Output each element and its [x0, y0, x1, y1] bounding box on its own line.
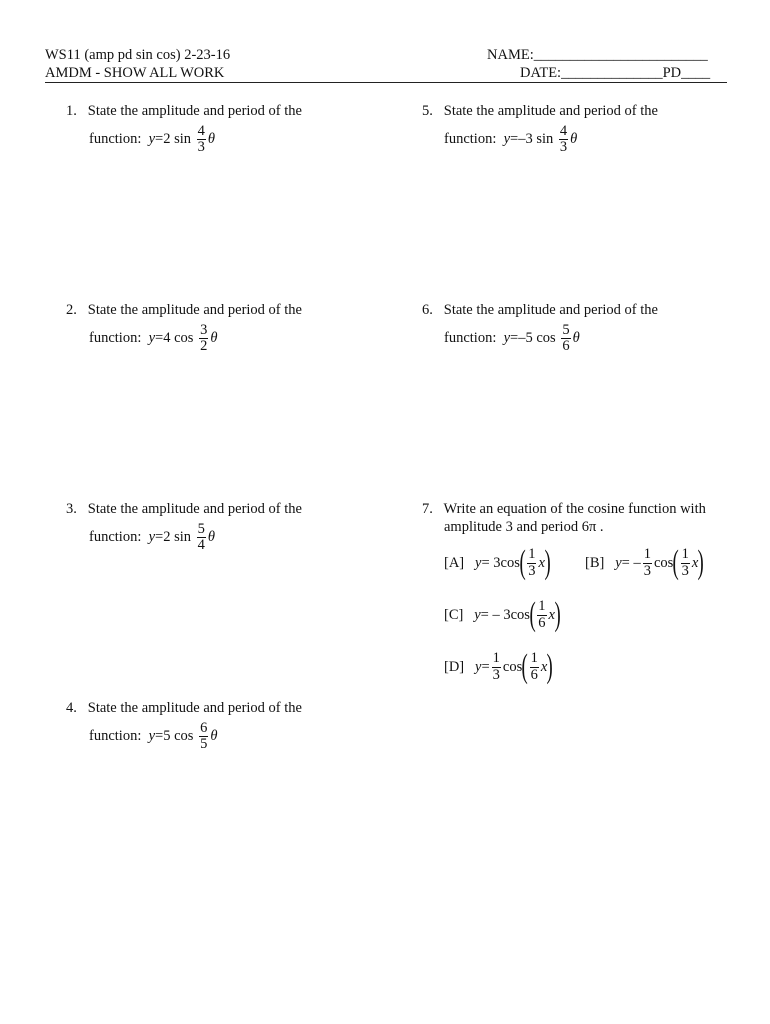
- x-variable: x: [540, 658, 548, 675]
- trig-function: cos: [653, 554, 674, 571]
- choice-a[interactable]: [444, 546, 550, 580]
- fraction-numerator: 1: [681, 546, 689, 563]
- problem-5-text: [422, 103, 658, 120]
- function-label: function:: [89, 131, 142, 148]
- theta-variable: θ: [570, 131, 578, 148]
- left-paren: (: [672, 544, 680, 581]
- fraction-numerator: 6: [200, 720, 208, 736]
- outer-fraction: [492, 651, 501, 682]
- problem-number: 1.: [66, 103, 77, 119]
- x-variable: x: [548, 606, 555, 623]
- equation-lhs: y: [148, 131, 156, 148]
- function-label: function:: [89, 728, 142, 745]
- left-paren: (: [519, 544, 526, 581]
- theta-variable: θ: [210, 330, 218, 347]
- problem-number: 7.: [422, 501, 433, 517]
- coefficient: 2: [163, 529, 171, 546]
- fraction-denominator: 4: [197, 537, 205, 554]
- equation-lhs: y: [148, 330, 156, 347]
- fraction: [559, 124, 568, 155]
- problem-statement: State the amplitude and period of the: [443, 302, 658, 318]
- problem-number: 5.: [422, 103, 433, 119]
- problem-statement: State the amplitude and period of the: [87, 501, 302, 517]
- equals-sign: =: [155, 728, 164, 745]
- equation-lhs: y: [148, 728, 156, 745]
- name-line: NAME:________________________: [487, 47, 708, 63]
- function-label: function:: [89, 330, 142, 347]
- problem-3-text: [66, 501, 302, 518]
- trig-function: sin: [536, 131, 554, 148]
- fraction-denominator: 3: [197, 139, 205, 156]
- date-line: DATE:______________PD____: [520, 65, 711, 81]
- problem-statement: State the amplitude and period of the: [87, 700, 302, 716]
- coefficient: 5: [163, 728, 171, 745]
- fraction: [561, 323, 570, 354]
- coefficient: –3: [518, 131, 533, 148]
- fraction-numerator: 1: [530, 650, 538, 667]
- fraction-denominator: 5: [200, 736, 208, 753]
- equals-sign: =: [155, 529, 164, 546]
- problem-statement: State the amplitude and period of the: [87, 302, 302, 318]
- trig-function: cos: [174, 330, 194, 347]
- problem-6-text: [422, 302, 658, 319]
- problem-number: 2.: [66, 302, 77, 318]
- equals-sign: =: [155, 330, 164, 347]
- problem-2-text: [66, 302, 302, 319]
- equation-lhs: y: [475, 554, 482, 571]
- fraction: [527, 547, 536, 578]
- theta-variable: θ: [207, 131, 216, 148]
- outer-fraction: [643, 547, 652, 578]
- equals-sign: =: [510, 131, 519, 148]
- right-paren: ): [697, 544, 705, 581]
- coefficient: –5: [518, 330, 533, 347]
- function-label: function:: [89, 529, 142, 546]
- worksheet-title: WS11 (amp pd sin cos) 2-23-16: [45, 47, 231, 63]
- problem-number: 6.: [422, 302, 433, 318]
- problem-2-function: [89, 323, 217, 354]
- fraction: [681, 547, 690, 578]
- equals-sign: =: [481, 658, 490, 675]
- equation-lhs: y: [474, 606, 481, 623]
- choice-d[interactable]: [444, 650, 553, 684]
- choice-tag: [D]: [444, 658, 465, 675]
- problem-statement: State the amplitude and period of the: [443, 103, 658, 119]
- fraction: [199, 323, 208, 354]
- trig-function: cos: [174, 728, 194, 745]
- theta-variable: θ: [572, 330, 580, 347]
- left-paren: (: [529, 596, 536, 633]
- fraction: [197, 124, 206, 155]
- problem-statement: Write an equation of the cosine function with: [443, 501, 706, 517]
- choice-tag: [B]: [585, 554, 605, 571]
- fraction-numerator: 5: [197, 521, 205, 537]
- equation-lhs: y: [615, 554, 622, 571]
- equals-sign: = – 3: [480, 606, 511, 623]
- problem-5-function: [444, 124, 577, 155]
- header-rule: [45, 82, 727, 83]
- fraction-numerator: 5: [562, 322, 570, 338]
- trig-function: sin: [174, 529, 192, 546]
- fraction: [197, 522, 206, 553]
- theta-variable: θ: [210, 728, 218, 745]
- fraction-numerator: 1: [643, 546, 651, 563]
- trig-function: cos: [536, 330, 556, 347]
- equals-sign: = 3: [481, 554, 501, 571]
- fraction-denominator: 3: [528, 562, 536, 579]
- choice-tag: [C]: [444, 606, 464, 623]
- equation-lhs: y: [148, 529, 156, 546]
- fraction: [199, 721, 208, 752]
- theta-variable: θ: [207, 529, 216, 546]
- fraction: [537, 599, 546, 630]
- left-paren: (: [521, 648, 529, 685]
- fraction-numerator: 4: [559, 123, 568, 139]
- function-label: function:: [444, 330, 497, 347]
- right-paren: ): [544, 544, 551, 581]
- coefficient: 2: [163, 131, 171, 148]
- equals-sign: = –: [621, 554, 641, 571]
- function-label: function:: [444, 131, 497, 148]
- equals-sign: =: [155, 131, 164, 148]
- trig-function: cos: [500, 554, 520, 571]
- fraction-denominator: 2: [200, 338, 208, 355]
- problem-1-text: [66, 103, 302, 120]
- fraction: [530, 651, 539, 682]
- problem-7-text: [422, 501, 706, 518]
- x-variable: x: [538, 554, 545, 571]
- problem-4-function: [89, 721, 217, 752]
- fraction-numerator: 1: [538, 598, 546, 615]
- equation-lhs: y: [503, 330, 511, 347]
- fraction-numerator: 1: [528, 546, 536, 563]
- worksheet-subtitle: AMDM - SHOW ALL WORK: [45, 65, 225, 81]
- choice-c[interactable]: [444, 598, 560, 632]
- problem-3-function: [89, 522, 215, 553]
- equation-lhs: y: [475, 658, 482, 675]
- fraction-denominator: 6: [530, 666, 538, 683]
- trig-function: sin: [174, 131, 192, 148]
- coefficient: 4: [163, 330, 171, 347]
- problem-6-function: [444, 323, 580, 354]
- trig-function: cos: [502, 658, 523, 675]
- equals-sign: =: [510, 330, 519, 347]
- fraction-denominator: 3: [492, 666, 500, 683]
- choice-tag: [A]: [444, 554, 465, 571]
- problem-number: 3.: [66, 501, 77, 517]
- problem-statement: State the amplitude and period of the: [87, 103, 302, 119]
- problem-7-line2: amplitude 3 and period 6π .: [444, 519, 604, 535]
- equation-lhs: y: [503, 131, 511, 148]
- fraction-denominator: 6: [562, 338, 570, 355]
- fraction-denominator: 3: [681, 562, 689, 579]
- fraction-denominator: 3: [643, 562, 651, 579]
- problem-number: 4.: [66, 700, 77, 716]
- trig-function: cos: [510, 606, 530, 623]
- fraction-denominator: 6: [538, 614, 546, 631]
- x-variable: x: [691, 554, 699, 571]
- right-paren: ): [554, 596, 561, 633]
- fraction-numerator: 4: [197, 123, 205, 139]
- problem-1-function: [89, 124, 215, 155]
- fraction-numerator: 3: [200, 322, 208, 338]
- fraction-numerator: 1: [492, 650, 500, 667]
- choice-b[interactable]: [585, 546, 704, 580]
- right-paren: ): [546, 648, 554, 685]
- fraction-denominator: 3: [559, 139, 568, 156]
- problem-4-text: [66, 700, 302, 717]
